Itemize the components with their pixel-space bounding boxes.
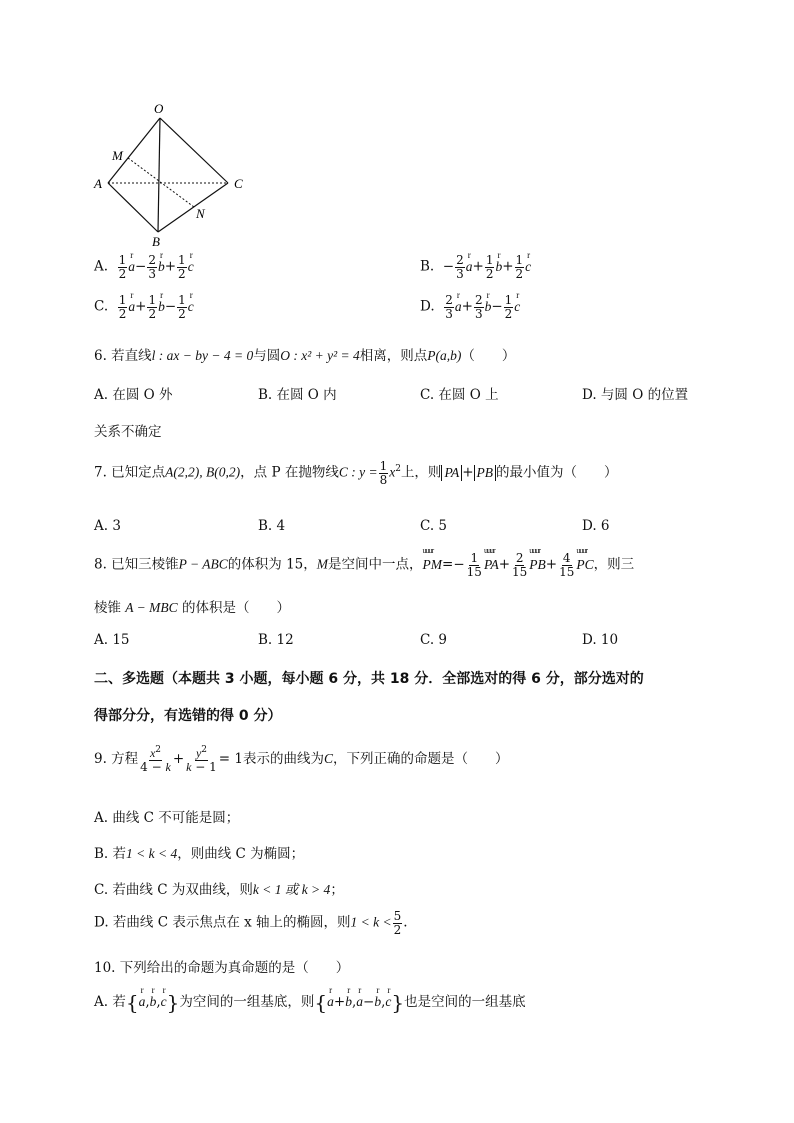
q7-option-a: A. 3 [94,518,121,534]
q7-option-c: C. 5 [420,518,448,534]
q6-option-d: D. 与圆 O 的位置 [582,387,689,403]
section-heading-line2: 得部分分，有选错的得 0 分） [94,708,282,724]
q5-option-a: A. $\frac{1}{2}$ r a− $\frac{2}{3}$ r b+ $\frac{1}{2}$ r c [94,254,194,280]
label-M: M [112,148,123,163]
q6-option-a: A. 在圆 O 外 [94,387,173,403]
q9-stem: 9. 方程 $\frac{x^2}{4 - k}$ + $\frac{y^2}{k - 1}$ = 1表示的曲线为C，下列正确的命题是（ ） [94,745,509,774]
q10-option-a: A. 若{r a,r b,r c}为空间的一组基底，则{r a+r b,r a−r b,r c}也是空间的一组基底 [94,990,526,1015]
label-N: N [196,206,205,221]
q8-option-d: D. 10 [582,632,619,648]
q7-option-d: D. 6 [582,518,610,534]
q5-option-d: D. $\frac{2}{3}$ r a+ $\frac{2}{3}$ r b− $\frac{1}{2}$ r c [420,294,520,320]
q9-option-d: D. 若曲线 C 表示焦点在 x 轴上的椭圆，则1 < k < $\frac{5}{2}$ . [94,909,408,937]
section-heading-line1: 二、多选题（本题共 3 小题，每小题 6 分，共 18 分．全部选对的得 6 分，部分选对的 [94,671,644,687]
q9-option-b: B. 若1 < k < 4，则曲线 C 为椭圆； [94,846,305,862]
tetrahedron-figure [90,100,260,250]
q8-option-a: A. 15 [94,632,130,648]
q6-option-b: B. 在圆 O 内 [258,387,337,403]
q8-stem-line2: 棱锥 A − MBC 的体积是（ ） [94,600,290,616]
q7-option-b: B. 4 [258,518,286,534]
q9-option-a: A. 曲线 C 不可能是圆； [94,810,240,826]
q8-stem: 8. 已知三棱锥P − ABC的体积为 15，M是空间中一点，uuur PM=− $\frac{1}{15}$ uuur PA+ $\frac{2}{15}$ uuur PB+ $\frac{4}{15}$ uuur PC，则三 [94,552,634,578]
label-B: B [152,234,160,249]
q5-option-b: B. − $\frac{2}{3}$ r a+ $\frac{1}{2}$ r b+ $\frac{1}{2}$ r c [420,254,531,280]
q8-option-c: C. 9 [420,632,448,648]
label-C: C [234,176,243,191]
label-O: O [154,101,164,116]
q8-option-b: B. 12 [258,632,294,648]
q9-option-c: C. 若曲线 C 为双曲线，则k < 1 或 k > 4； [94,882,344,898]
q10-stem: 10. 下列给出的命题为真命题的是（ ） [94,960,350,976]
q6-stem: 6. 若直线l : ax − by − 4 = 0与圆O : x² + y² = 4相离，则点P(a,b)（ ） [94,348,516,364]
q7-stem: 7. 已知定点A(2,2), B(0,2)，点 P 在抛物线C : y = $\frac{1}{8}$ $x^2$上，则 PA + PB 的最小值为（ ） [94,459,618,487]
label-A: A [94,176,102,191]
q6-option-c: C. 在圆 O 上 [420,387,499,403]
q6-option-d-cont: 关系不确定 [94,424,162,440]
q5-option-c: C. $\frac{1}{2}$ r a+ $\frac{1}{2}$ r b− $\frac{1}{2}$ r c [94,294,194,320]
